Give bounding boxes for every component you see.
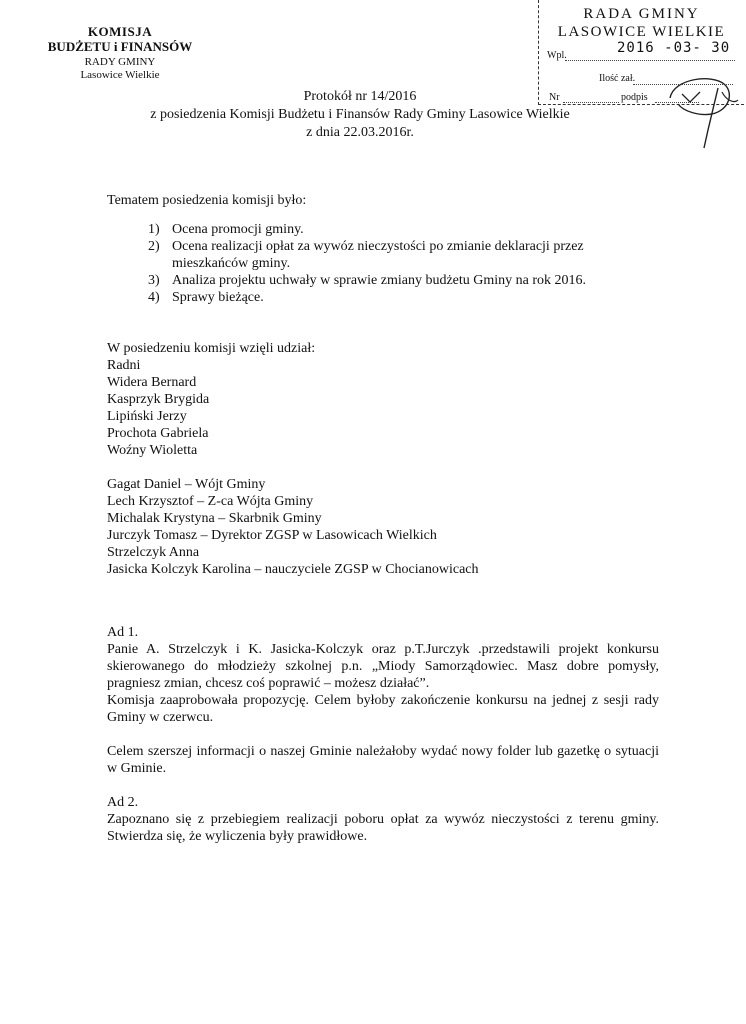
- councillor-name: Lipiński Jerzy: [107, 409, 187, 424]
- councillor-name: Widera Bernard: [107, 375, 197, 390]
- received-label: Wpl.: [547, 50, 567, 61]
- spacer: [107, 459, 607, 476]
- ad1-paragraph: Panie A. Strzelczyk i K. Jasicka-Kolczyk oraz p.T.Jurczyk .przedstawili projekt konkursu skierowanego do młodzieży szkolnej p.n. „Miody Samorządowiec. Masz dobre pomysły, pragniesz zmian, chcesz coś poprawić – możesz działać”.: [107, 642, 659, 691]
- received-date: 2016 -03- 30: [617, 40, 731, 56]
- stamp-line-town: Lasowice Wielkie: [80, 68, 160, 81]
- protocol-title-block: [60, 88, 660, 142]
- ad2-heading: Ad 2.: [107, 795, 139, 810]
- agenda-item-text: Analiza projektu uchwały w sprawie zmiany budżetu Gminy na rok 2016.: [172, 273, 587, 288]
- agenda-item-text: Sprawy bieżące.: [172, 290, 264, 305]
- signature-label: podpis: [621, 92, 648, 103]
- guest-entry: Strzelczyk Anna: [107, 545, 200, 560]
- participants-section: [107, 340, 607, 578]
- agenda-item: [148, 238, 618, 272]
- guest-entry: Jasicka Kolczyk Karolina – nauczyciele ZGSP w Chocianowicach: [107, 562, 479, 577]
- agenda-item-text: Ocena promocji gminy.: [172, 222, 304, 237]
- agenda-intro: Tematem posiedzenia komisji było:: [107, 193, 307, 208]
- agenda-item-number: 3): [148, 273, 160, 288]
- guest-entry: Lech Krzysztof – Z-ca Wójta Gminy: [107, 494, 314, 509]
- councillors-label: Radni: [107, 358, 141, 373]
- ad1-paragraph: Celem szerszej informacji o naszej Gminie należałoby wydać nowy folder lub gazetkę o sytuacji w Gminie.: [107, 744, 659, 776]
- guest-entry: Michalak Krystyna – Skarbnik Gminy: [107, 511, 322, 526]
- stamp-line-committee: BUDŻETU i FINANSÓW: [47, 38, 193, 54]
- agenda-item: [148, 221, 618, 238]
- received-stamp-subtitle: LASOWICE WIELKIE: [557, 24, 726, 40]
- spacer: [107, 777, 659, 794]
- protocol-date: z dnia 22.03.2016r.: [306, 125, 414, 140]
- agenda-item-text: Ocena realizacji opłat za wywóz nieczystości po zmianie deklaracji przez mieszkańców gminy.: [172, 239, 584, 271]
- guest-entry: Gagat Daniel – Wójt Gminy: [107, 477, 266, 492]
- protocol-subject: z posiedzenia Komisji Budżetu i Finansów Rady Gminy Lasowice Wielkie: [150, 107, 570, 122]
- guest-entry: Jurczyk Tomasz – Dyrektor ZGSP w Lasowicach Wielkich: [107, 528, 437, 543]
- ad1-heading: Ad 1.: [107, 625, 139, 640]
- agenda-item: [148, 289, 618, 306]
- spacer: [107, 726, 659, 743]
- councillor-name: Kasprzyk Brygida: [107, 392, 210, 407]
- agenda-item-number: 1): [148, 222, 160, 237]
- agenda-item-number: 2): [148, 239, 160, 254]
- agenda-item-number: 4): [148, 290, 160, 305]
- attachments-label: Ilość zał.: [599, 73, 636, 84]
- agenda-item: [148, 272, 618, 289]
- stamp-line-council: RADY GMINY: [84, 55, 156, 68]
- received-stamp-title: RADA GMINY: [583, 6, 700, 22]
- dotted-line: [565, 60, 735, 61]
- number-label: Nr: [549, 92, 560, 103]
- councillor-name: Prochota Gabriela: [107, 426, 209, 441]
- stamp-line-komisja: KOMISJA: [87, 24, 153, 39]
- minutes-body: [107, 624, 659, 845]
- councillor-name: Woźny Wioletta: [107, 443, 198, 458]
- ad2-paragraph: Zapoznano się z przebiegiem realizacji poboru opłat za wywóz nieczystości z terenu gminy. Stwierdza się, że wyliczenia były prawidłowe.: [107, 812, 659, 844]
- ad1-paragraph: Komisja zaaprobowała propozycję. Celem byłoby zakończenie konkursu na jednej z sesji rady Gminy w czerwcu.: [107, 693, 659, 725]
- protocol-number: Protokół nr 14/2016: [303, 89, 417, 104]
- committee-stamp: [30, 25, 210, 81]
- agenda-list: [148, 221, 618, 306]
- handwritten-signature: [660, 70, 740, 150]
- participants-heading: W posiedzeniu komisji wzięli udział:: [107, 341, 316, 356]
